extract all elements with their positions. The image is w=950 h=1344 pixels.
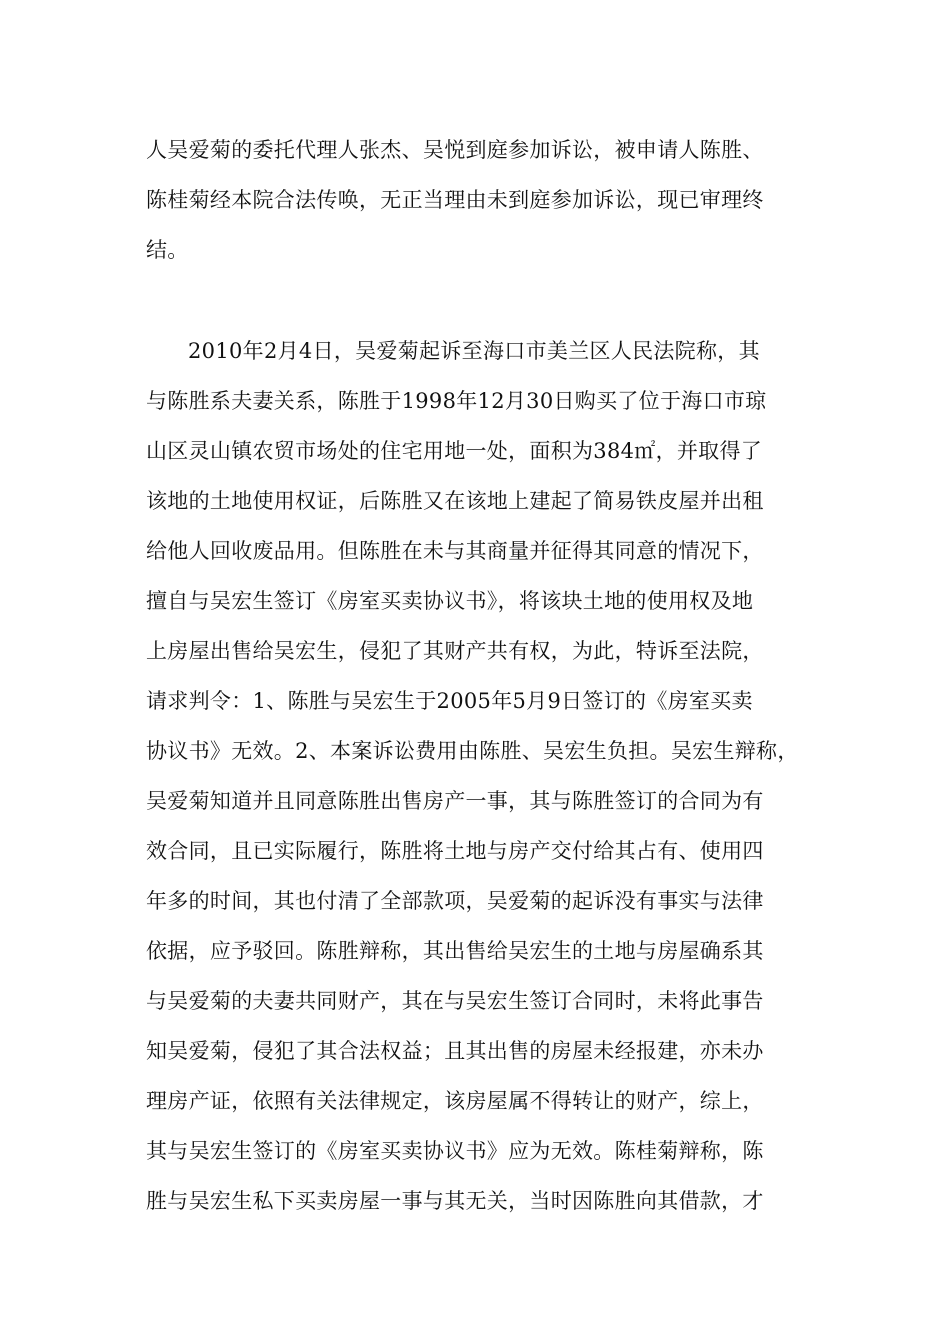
text-line: 人吴爱菊的委托代理人张杰、吴悦到庭参加诉讼，被申请人陈胜、: [146, 138, 764, 162]
text-line: 该地的土地使用权证，后陈胜又在该地上建起了简易铁皮屋并出租: [146, 489, 764, 513]
text-line: 其与吴宏生签订的《房室买卖协议书》应为无效。陈桂菊辩称，陈: [146, 1139, 764, 1163]
text-line: 年多的时间，其也付清了全部款项，吴爱菊的起诉没有事实与法律: [146, 889, 764, 913]
text-line: 2010年2月4日，吴爱菊起诉至海口市美兰区人民法院称，其: [188, 339, 760, 363]
text-line: 与吴爱菊的夫妻共同财产，其在与吴宏生签订合同时，未将此事告: [146, 989, 764, 1013]
text-line: 陈桂菊经本院合法传唤，无正当理由未到庭参加诉讼，现已审理终: [146, 188, 764, 212]
text-line: 胜与吴宏生私下买卖房屋一事与其无关，当时因陈胜向其借款，才: [146, 1189, 764, 1213]
text-line: 擅自与吴宏生签订《房室买卖协议书》，将该块土地的使用权及地: [146, 589, 754, 613]
text-line: 协议书》无效。2、本案诉讼费用由陈胜、吴宏生负担。吴宏生辩称，: [146, 739, 799, 763]
text-line: 与陈胜系夫妻关系，陈胜于1998年12月30日购买了位于海口市琼: [146, 389, 767, 413]
paragraph-continuation: [146, 125, 846, 275]
text-line: 上房屋出售给吴宏生，侵犯了其财产共有权，为此，特诉至法院，: [146, 639, 764, 663]
text-line: 吴爱菊知道并且同意陈胜出售房产一事，其与陈胜签订的合同为有: [146, 789, 764, 813]
text-line: 山区灵山镇农贸市场处的住宅用地一处，面积为384㎡，并取得了: [146, 439, 763, 463]
text-line: 知吴爱菊，侵犯了其合法权益；且其出售的房屋未经报建，亦未办: [146, 1039, 764, 1063]
paragraph-complaint: [146, 326, 846, 1226]
text-line: 效合同，且已实际履行，陈胜将土地与房产交付给其占有、使用四: [146, 839, 764, 863]
text-line: 依据，应予驳回。陈胜辩称，其出售给吴宏生的土地与房屋确系其: [146, 939, 764, 963]
text-line: 理房产证，依照有关法律规定，该房屋属不得转让的财产，综上，: [146, 1089, 764, 1113]
text-line: 给他人回收废品用。但陈胜在未与其商量并征得其同意的情况下，: [146, 539, 764, 563]
text-line: 结。: [146, 238, 189, 262]
text-line: 请求判令：1、陈胜与吴宏生于2005年5月9日签订的《房室买卖: [146, 689, 753, 713]
